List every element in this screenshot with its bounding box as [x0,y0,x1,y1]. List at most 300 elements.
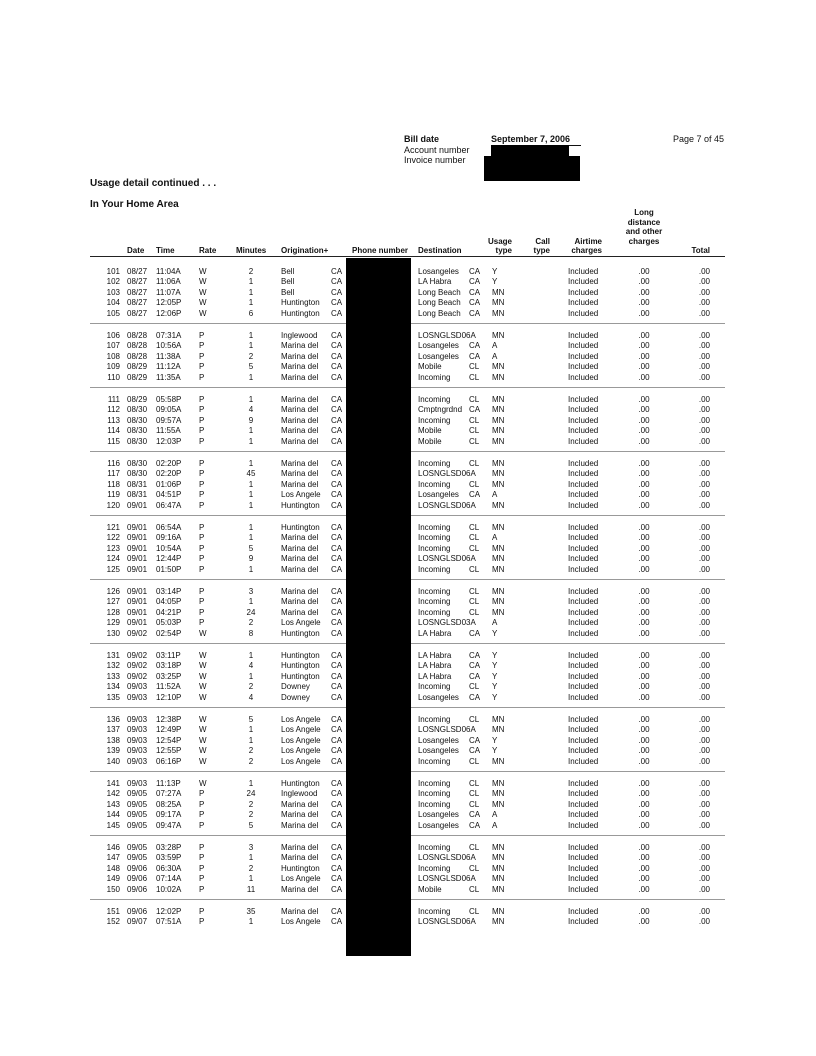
airtime-charges: Included [568,779,599,788]
destination-city: Losangeles [418,735,459,745]
long-distance-charges: .00 [638,628,650,638]
total: .00 [698,587,710,596]
destination-city: LOSNGLSD06A [418,874,476,884]
row-number: 150 [106,884,120,894]
origination-state: CA [331,682,343,692]
usage-type: MN [492,405,505,415]
rate: P [199,564,205,574]
long-distance-charges: .00 [638,671,650,681]
destination-city: Incoming [418,523,451,532]
rate: P [199,341,205,351]
destination-state: CL [469,597,480,607]
minutes: 2 [248,682,254,692]
rate: P [199,907,205,916]
call-date: 09/03 [127,746,148,756]
call-date: 08/29 [127,372,148,382]
destination-state: CL [469,863,480,873]
call-time: 07:14A [156,874,182,884]
call-date: 09/06 [127,874,148,884]
destination-city: Incoming [418,756,451,766]
rate: W [199,746,207,756]
invoice-number-redaction [484,156,580,181]
call-date: 09/05 [127,820,148,830]
rate: P [199,799,205,809]
rate: P [199,469,205,479]
row-number: 105 [106,308,120,318]
col-header-phone: Phone number [352,246,409,255]
col-header-long-distance: Long distance and other charges [625,208,663,246]
destination-state: CL [469,756,480,766]
destination-state: CL [469,884,480,894]
row-number: 147 [106,853,120,863]
call-date: 09/06 [127,884,148,894]
minutes: 1 [248,331,254,340]
usage-type: MN [492,884,505,894]
minutes: 3 [248,587,254,596]
long-distance-charges: .00 [638,820,650,830]
usage-type: MN [492,287,505,297]
destination-city: Incoming [418,587,451,596]
destination-state: CL [469,779,480,788]
destination-state: CA [469,287,481,297]
destination-state: CL [469,415,480,425]
rate: W [199,779,207,788]
origination-state: CA [331,267,343,276]
origination-city: Downey [281,692,310,702]
minutes: 1 [248,917,254,927]
destination-state: CA [469,267,481,276]
minutes: 4 [248,692,254,702]
origination-city: Los Angele [281,490,321,500]
usage-type: MN [492,564,505,574]
long-distance-charges: .00 [638,917,650,927]
destination-state: CL [469,395,480,404]
origination-state: CA [331,853,343,863]
minutes: 1 [248,779,254,788]
call-time: 09:05A [156,405,182,415]
airtime-charges: Included [568,725,599,735]
origination-state: CA [331,372,343,382]
total: .00 [698,459,710,468]
origination-city: Downey [281,682,310,692]
destination-city: Incoming [418,863,451,873]
origination-state: CA [331,779,343,788]
call-date: 09/07 [127,917,148,927]
long-distance-charges: .00 [638,426,650,436]
rate: P [199,917,205,927]
origination-state: CA [331,746,343,756]
destination-state: CA [469,746,481,756]
call-date: 09/03 [127,756,148,766]
origination-state: CA [331,607,343,617]
origination-city: Marina del [281,597,319,607]
rate: P [199,395,205,404]
row-number: 134 [106,682,120,692]
minutes: 1 [248,853,254,863]
origination-state: CA [331,543,343,553]
total: .00 [698,884,710,894]
airtime-charges: Included [568,469,599,479]
usage-type: MN [492,554,505,564]
long-distance-charges: .00 [638,298,650,308]
minutes: 5 [248,543,254,553]
origination-city: Marina del [281,884,319,894]
destination-state: CL [469,907,480,916]
call-time: 07:31A [156,331,182,340]
call-date: 08/27 [127,267,148,276]
minutes: 11 [246,884,256,894]
airtime-charges: Included [568,287,599,297]
row-number: 126 [106,587,120,596]
origination-state: CA [331,810,343,820]
rate: P [199,459,205,468]
minutes: 1 [248,671,254,681]
destination-city: Losangeles [418,490,459,500]
usage-type: Y [492,692,498,702]
origination-city: Huntington [281,863,320,873]
call-time: 02:54P [156,628,182,638]
col-header-airtime: Airtime charges [571,236,602,255]
row-number: 101 [106,267,120,276]
call-date: 08/31 [127,490,148,500]
destination-city: Incoming [418,799,451,809]
total: .00 [698,907,710,916]
destination-state: CA [469,298,481,308]
call-time: 12:05P [156,298,182,308]
call-time: 12:49P [156,725,182,735]
minutes: 5 [248,362,254,372]
rate: W [199,298,207,308]
long-distance-charges: .00 [638,756,650,766]
origination-city: Inglewood [281,331,318,340]
minutes: 2 [248,810,254,820]
total: .00 [698,874,710,884]
usage-type: MN [492,917,505,927]
row-number: 121 [106,523,120,532]
origination-state: CA [331,341,343,351]
call-date: 08/30 [127,459,148,468]
total: .00 [698,533,710,543]
call-time: 12:54P [156,735,182,745]
long-distance-charges: .00 [638,479,650,489]
origination-city: Marina del [281,810,319,820]
rate: W [199,682,207,692]
usage-type: MN [492,597,505,607]
header-divider [90,256,725,257]
long-distance-charges: .00 [638,843,650,852]
call-date: 09/01 [127,607,148,617]
row-number: 137 [106,725,120,735]
call-date: 09/03 [127,725,148,735]
origination-city: Los Angele [281,874,321,884]
origination-state: CA [331,725,343,735]
call-date: 09/02 [127,628,148,638]
row-number: 102 [106,277,120,287]
row-number: 129 [106,618,120,628]
row-number: 127 [106,597,120,607]
origination-state: CA [331,692,343,702]
long-distance-charges: .00 [638,661,650,671]
destination-state: CA [469,490,481,500]
airtime-charges: Included [568,618,599,628]
origination-city: Huntington [281,661,320,671]
minutes: 1 [248,533,254,543]
total: .00 [698,820,710,830]
airtime-charges: Included [568,853,599,863]
destination-state: CA [469,820,481,830]
section-subtitle: In Your Home Area [90,199,179,210]
origination-city: Inglewood [281,789,318,799]
row-number: 124 [106,554,120,564]
airtime-charges: Included [568,331,599,340]
minutes: 1 [248,277,254,287]
call-date: 08/28 [127,351,148,361]
row-number: 141 [106,779,120,788]
rate: W [199,661,207,671]
row-number: 112 [107,405,120,415]
airtime-charges: Included [568,843,599,852]
call-time: 07:27A [156,789,182,799]
long-distance-charges: .00 [638,287,650,297]
call-date: 08/29 [127,362,148,372]
airtime-charges: Included [568,351,599,361]
long-distance-charges: .00 [638,874,650,884]
usage-type: MN [492,715,505,724]
usage-type: MN [492,308,505,318]
minutes: 35 [246,907,256,916]
call-time: 02:20P [156,459,182,468]
long-distance-charges: .00 [638,405,650,415]
origination-state: CA [331,490,343,500]
origination-state: CA [331,618,343,628]
total: .00 [698,469,710,479]
row-number: 133 [106,671,120,681]
long-distance-charges: .00 [638,554,650,564]
usage-type: Y [492,651,498,660]
origination-state: CA [331,597,343,607]
destination-state: CA [469,661,481,671]
total: .00 [698,395,710,404]
rate: P [199,500,205,510]
call-time: 11:06A [156,277,181,287]
usage-type: Y [492,682,498,692]
rate: P [199,543,205,553]
rate: P [199,853,205,863]
usage-type: Y [492,267,498,276]
destination-state: CA [469,277,481,287]
origination-city: Marina del [281,479,319,489]
airtime-charges: Included [568,651,599,660]
origination-city: Marina del [281,405,319,415]
total: .00 [698,331,710,340]
call-time: 11:12A [156,362,181,372]
origination-state: CA [331,287,343,297]
usage-type: Y [492,671,498,681]
total: .00 [698,628,710,638]
minutes: 6 [248,308,254,318]
usage-type: Y [492,628,498,638]
destination-city: Incoming [418,715,451,724]
minutes: 3 [248,843,254,852]
origination-city: Marina del [281,341,319,351]
call-date: 09/03 [127,715,148,724]
origination-city: Huntington [281,523,320,532]
destination-city: Incoming [418,479,451,489]
airtime-charges: Included [568,543,599,553]
origination-city: Marina del [281,469,319,479]
usage-type: MN [492,587,505,596]
long-distance-charges: .00 [638,362,650,372]
usage-type: MN [492,799,505,809]
rate: W [199,715,207,724]
minutes: 2 [248,746,254,756]
row-number: 152 [106,917,120,927]
total: .00 [698,843,710,852]
total: .00 [698,298,710,308]
usage-type: MN [492,459,505,468]
call-date: 08/27 [127,287,148,297]
minutes: 5 [248,715,254,724]
total: .00 [698,372,710,382]
total: .00 [698,917,710,927]
origination-city: Los Angele [281,618,321,628]
col-header-minutes: Minutes [236,246,267,255]
long-distance-charges: .00 [638,543,650,553]
airtime-charges: Included [568,607,599,617]
usage-type: MN [492,843,505,852]
destination-state: CL [469,479,480,489]
origination-city: Marina del [281,459,319,468]
airtime-charges: Included [568,715,599,724]
rate: P [199,810,205,820]
call-date: 09/01 [127,500,148,510]
row-number: 146 [106,843,120,852]
usage-type: MN [492,426,505,436]
minutes: 4 [248,661,254,671]
call-time: 07:51A [156,917,182,927]
phone-number-redaction [346,258,411,956]
col-header-time: Time [156,246,175,255]
rate: P [199,554,205,564]
destination-city: LOSNGLSD06A [418,917,476,927]
total: .00 [698,756,710,766]
section-title: Usage detail continued . . . [90,178,217,189]
destination-city: LA Habra [418,671,452,681]
usage-type: A [492,618,498,628]
row-number: 149 [106,874,120,884]
origination-state: CA [331,789,343,799]
call-date: 08/27 [127,277,148,287]
call-date: 08/30 [127,469,148,479]
destination-city: Incoming [418,533,451,543]
call-time: 12:38P [156,715,182,724]
origination-state: CA [331,436,343,446]
total: .00 [698,405,710,415]
long-distance-charges: .00 [638,715,650,724]
call-date: 09/05 [127,789,148,799]
destination-city: Losangeles [418,810,459,820]
col-header-rate: Rate [199,246,217,255]
call-time: 09:57A [156,415,182,425]
origination-state: CA [331,405,343,415]
row-number: 130 [106,628,120,638]
total: .00 [698,725,710,735]
airtime-charges: Included [568,277,599,287]
origination-state: CA [331,564,343,574]
call-time: 04:05P [156,597,182,607]
origination-city: Marina del [281,853,319,863]
usage-type: A [492,351,498,361]
usage-type: MN [492,469,505,479]
airtime-charges: Included [568,298,599,308]
airtime-charges: Included [568,692,599,702]
destination-state: CA [469,351,481,361]
usage-type: Y [492,735,498,745]
row-number: 106 [106,331,120,340]
long-distance-charges: .00 [638,692,650,702]
rate: P [199,351,205,361]
origination-state: CA [331,500,343,510]
destination-city: Long Beach [418,308,461,318]
origination-city: Los Angele [281,735,321,745]
destination-city: LA Habra [418,628,452,638]
call-date: 09/05 [127,853,148,863]
total: .00 [698,308,710,318]
row-number: 145 [106,820,120,830]
usage-type: A [492,341,498,351]
row-number: 139 [106,746,120,756]
call-time: 03:18P [156,661,182,671]
destination-city: LOSNGLSD06A [418,500,476,510]
call-date: 09/01 [127,523,148,532]
airtime-charges: Included [568,735,599,745]
airtime-charges: Included [568,799,599,809]
row-number: 104 [106,298,120,308]
row-number: 114 [107,426,120,436]
minutes: 1 [248,372,254,382]
origination-state: CA [331,799,343,809]
long-distance-charges: .00 [638,810,650,820]
destination-city: Incoming [418,907,451,916]
call-time: 11:55A [156,426,181,436]
call-date: 09/01 [127,533,148,543]
call-date: 09/02 [127,671,148,681]
usage-type: MN [492,789,505,799]
usage-type: MN [492,523,505,532]
airtime-charges: Included [568,362,599,372]
minutes: 9 [248,554,254,564]
call-time: 06:54A [156,523,182,532]
destination-city: Incoming [418,543,451,553]
destination-state: CL [469,607,480,617]
call-date: 09/05 [127,843,148,852]
row-number: 143 [106,799,120,809]
origination-state: CA [331,395,343,404]
rate: P [199,863,205,873]
airtime-charges: Included [568,523,599,532]
destination-state: CL [469,587,480,596]
origination-state: CA [331,735,343,745]
origination-state: CA [331,523,343,532]
origination-state: CA [331,587,343,596]
usage-type: MN [492,479,505,489]
destination-state: CL [469,459,480,468]
call-date: 08/30 [127,405,148,415]
rate: P [199,490,205,500]
origination-state: CA [331,884,343,894]
call-time: 06:30A [156,863,182,873]
long-distance-charges: .00 [638,746,650,756]
